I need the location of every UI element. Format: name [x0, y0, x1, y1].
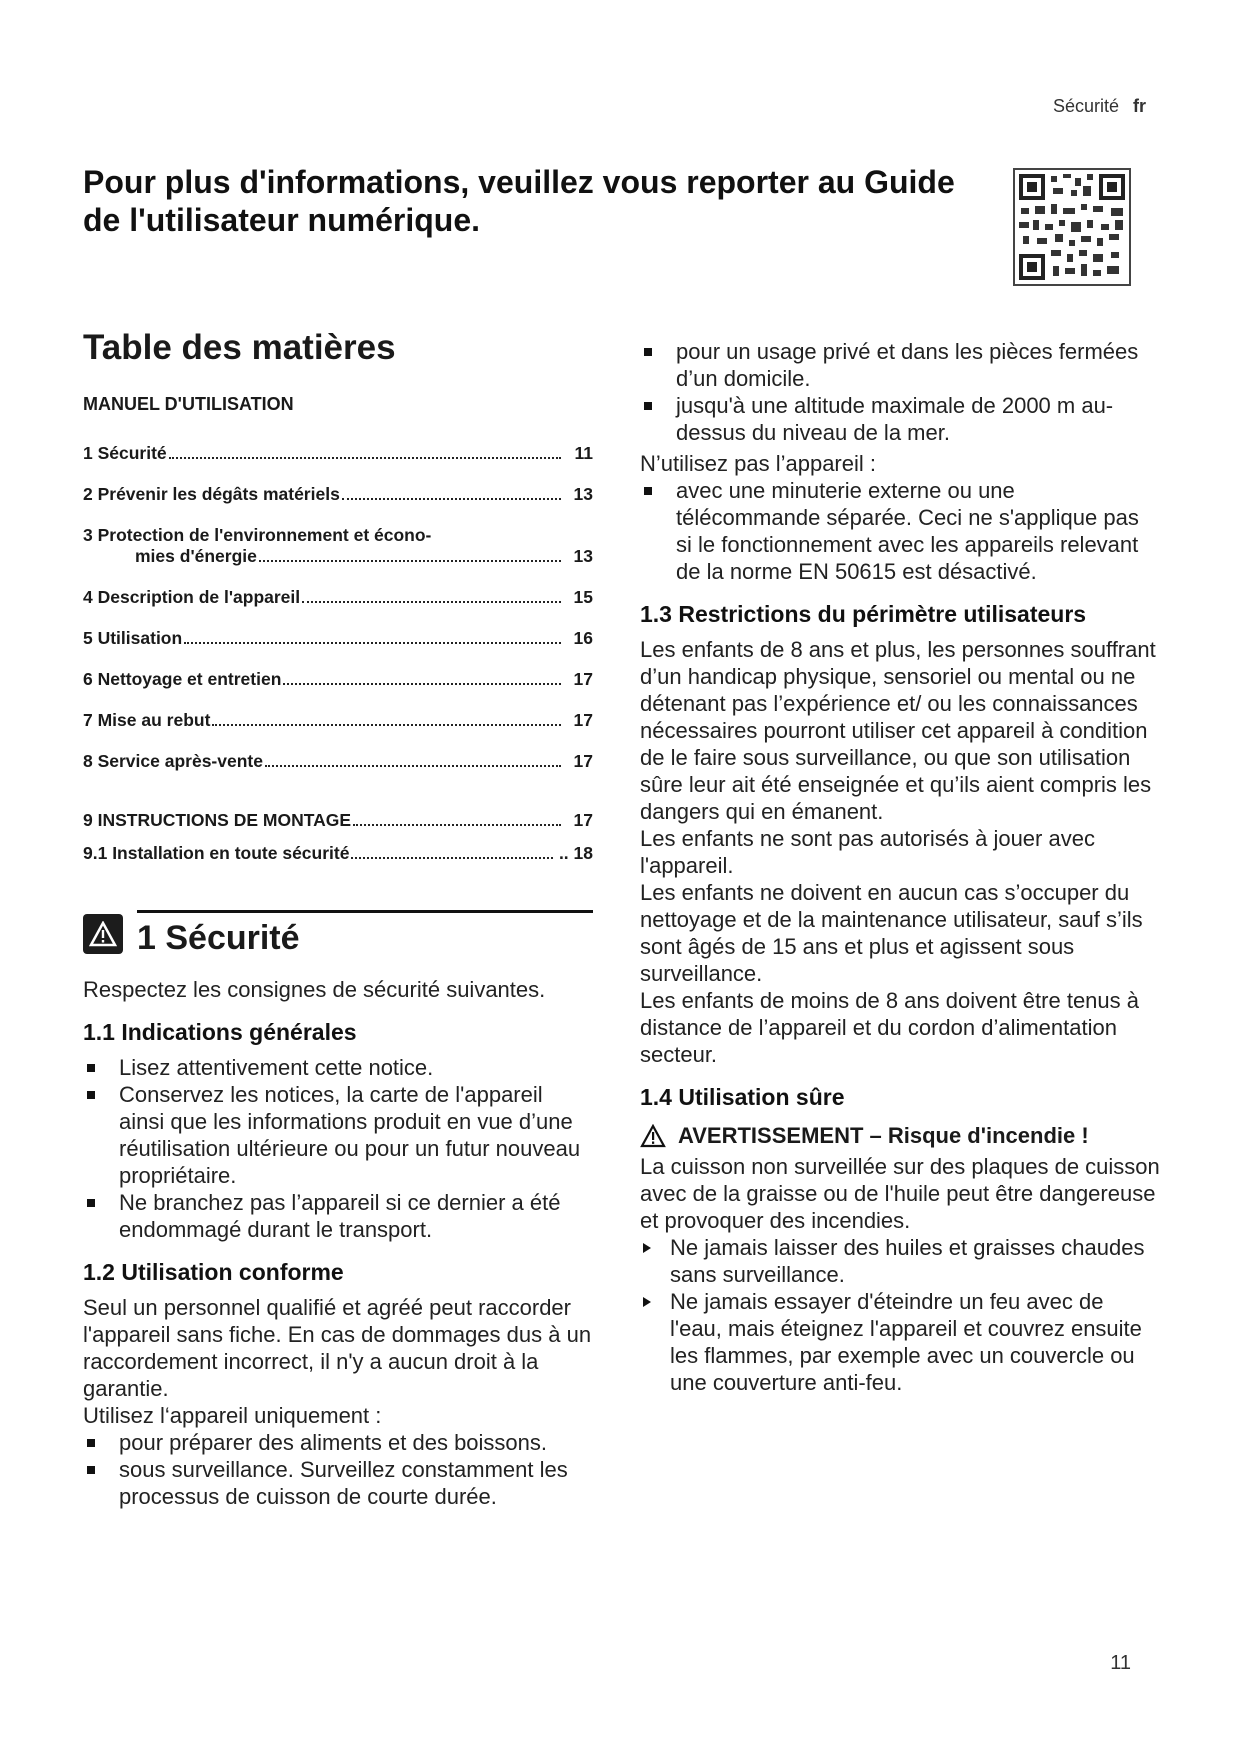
list-item: Ne branchez pas l’appareil si ce dernier a été endommagé durant le transport.: [83, 1189, 593, 1243]
subsection-title: 1.1 Indications générales: [83, 1019, 357, 1045]
toc-entry-label-line2: mies d'énergie: [135, 546, 257, 566]
paragraph: Seul un personnel qualifié et agréé peut raccorder l'appareil sans fiche. En cas de dommages dus à un raccordement incorrect, il n'y a aucun droit à la garantie.: [83, 1295, 592, 1401]
toc-entry[interactable]: [83, 525, 593, 567]
bullet-list: [640, 338, 1160, 446]
toc-title: Table des matières: [83, 328, 396, 367]
subsection-title: 1.4 Utilisation sûre: [640, 1084, 845, 1110]
warning-title: AVERTISSEMENT – Risque d'incendie !: [678, 1123, 1089, 1148]
toc-entry-page: 17: [573, 751, 593, 771]
toc-entry-page: 11: [574, 443, 593, 463]
list-item: avec une minuterie externe ou une télécommande séparée. Ceci ne s'applique pas si le fonctionnement avec les appareils relevant de la norme EN 50615 est désactivé.: [640, 477, 1160, 585]
list-item: jusqu'à une altitude maximale de 2000 m au-dessus du niveau de la mer.: [640, 392, 1160, 446]
list-item: Conservez les notices, la carte de l'appareil ainsi que les informations produit en vue d’une réutilisation ultérieure ou pour un futur nouveau propriétaire.: [83, 1081, 593, 1189]
paragraph: Utilisez l‘appareil uniquement :: [83, 1403, 382, 1428]
toc-entry[interactable]: [83, 443, 593, 464]
toc-entry-page: 17: [573, 710, 593, 730]
page-number: 11: [1110, 1652, 1131, 1674]
qr-code-graphic: [1015, 170, 1129, 284]
bullet-list: [640, 477, 1160, 585]
toc-entry[interactable]: [83, 669, 593, 690]
toc-entry-label: 2 Prévenir les dégâts matériels: [83, 484, 340, 504]
list-item: sous surveillance. Surveillez constamment les processus de cuisson de courte durée.: [83, 1456, 593, 1510]
list-item: pour un usage privé et dans les pièces fermées d’un domicile.: [640, 338, 1160, 392]
paragraph: Les enfants ne doivent en aucun cas s’occuper du nettoyage et de la maintenance utilisateur, sauf s’ils sont âgés de 15 ans et plus et agissent sous surveillance.: [640, 880, 1143, 986]
toc-entry-label: 1 Sécurité: [83, 443, 167, 463]
bullet-list: [83, 1054, 593, 1243]
section-intro: Respectez les consignes de sécurité suivantes.: [83, 977, 546, 1002]
toc-entry[interactable]: [83, 484, 593, 505]
toc-entry[interactable]: [83, 628, 593, 649]
toc-entry-page: .. 18: [558, 843, 593, 863]
qr-code: [1013, 168, 1131, 286]
toc-entry-label: 5 Utilisation: [83, 628, 183, 648]
toc-entry-page: 16: [573, 628, 593, 648]
toc-entry[interactable]: [83, 751, 593, 772]
toc-entry-label: 6 Nettoyage et entretien: [83, 669, 282, 689]
header-language: fr: [1133, 96, 1146, 116]
paragraph: N’utilisez pas l’appareil :: [640, 451, 876, 476]
warning-triangle-icon: [640, 1124, 666, 1148]
toc-entry-page: 15: [573, 587, 593, 607]
paragraph: Les enfants ne sont pas autorisés à jouer avec l'appareil.: [640, 826, 1095, 878]
header-section: Sécurité: [1052, 96, 1119, 116]
toc-entry[interactable]: [83, 843, 593, 864]
section-title: 1 Sécurité: [137, 919, 300, 957]
toc-entry-page: 13: [573, 546, 593, 566]
warning-heading: [640, 1123, 1160, 1149]
toc-entry-label: 7 Mise au rebut: [83, 710, 211, 730]
toc-entry[interactable]: [83, 710, 593, 731]
toc-entry[interactable]: [83, 810, 593, 831]
left-column: [83, 328, 593, 1510]
warning-icon: [83, 914, 123, 954]
toc-entry-label: 9.1 Installation en toute sécurité: [83, 843, 350, 863]
subsection-title: 1.3 Restrictions du périmètre utilisateurs: [640, 601, 1087, 627]
warning-text: La cuisson non surveillée sur des plaques de cuisson avec de la graisse ou de l'huile peut être dangereuse et provoquer des incendies.: [640, 1154, 1160, 1233]
toc-entry-label: 4 Description de l'appareil: [83, 587, 301, 607]
toc-entry-label: 9 INSTRUCTIONS DE MONTAGE: [83, 810, 352, 830]
toc-entry[interactable]: [83, 587, 593, 608]
paragraph: Les enfants de 8 ans et plus, les personnes souffrant d’un handicap physique, sensoriel ou mental ou ne détenant pas l’expérience et/ ou les connaissances nécessaires pourront utiliser cet appareil à condition de le faire sous surveillance, ou que son utilisation sûre leur ait été enseignée et qu’ils aient compris les dangers qui en émanent.: [640, 637, 1156, 824]
toc-entry-page: 13: [573, 484, 593, 504]
toc-entry-page: 17: [573, 810, 593, 830]
list-item: pour préparer des aliments et des boissons.: [83, 1429, 593, 1456]
intro-note: Pour plus d'informations, veuillez vous reporter au Guide de l'utilisateur numérique.: [83, 164, 955, 238]
toc-entry-label: 8 Service après-vente: [83, 751, 263, 771]
list-item: Ne jamais essayer d'éteindre un feu avec de l'eau, mais éteignez l'appareil et couvrez ensuite les flammes, par exemple avec un couvercle ou une couverture anti-feu.: [640, 1288, 1160, 1396]
right-column: [640, 338, 1160, 1396]
bullet-list: [83, 1429, 593, 1510]
section-heading: [83, 910, 593, 958]
action-list: [640, 1234, 1160, 1396]
subsection-title: 1.2 Utilisation conforme: [83, 1259, 344, 1285]
list-item: Ne jamais laisser des huiles et graisses chaudes sans surveillance.: [640, 1234, 1160, 1288]
toc-manual-heading: MANUEL D'UTILISATION: [83, 394, 294, 414]
toc-entry-page: 17: [573, 669, 593, 689]
paragraph: Les enfants de moins de 8 ans doivent être tenus à distance de l’appareil et du cordon d’alimentation secteur.: [640, 988, 1139, 1067]
running-header: [1053, 96, 1146, 117]
toc-entry-label-line1: 3 Protection de l'environnement et écono-: [83, 525, 432, 545]
list-item: Lisez attentivement cette notice.: [83, 1054, 593, 1081]
